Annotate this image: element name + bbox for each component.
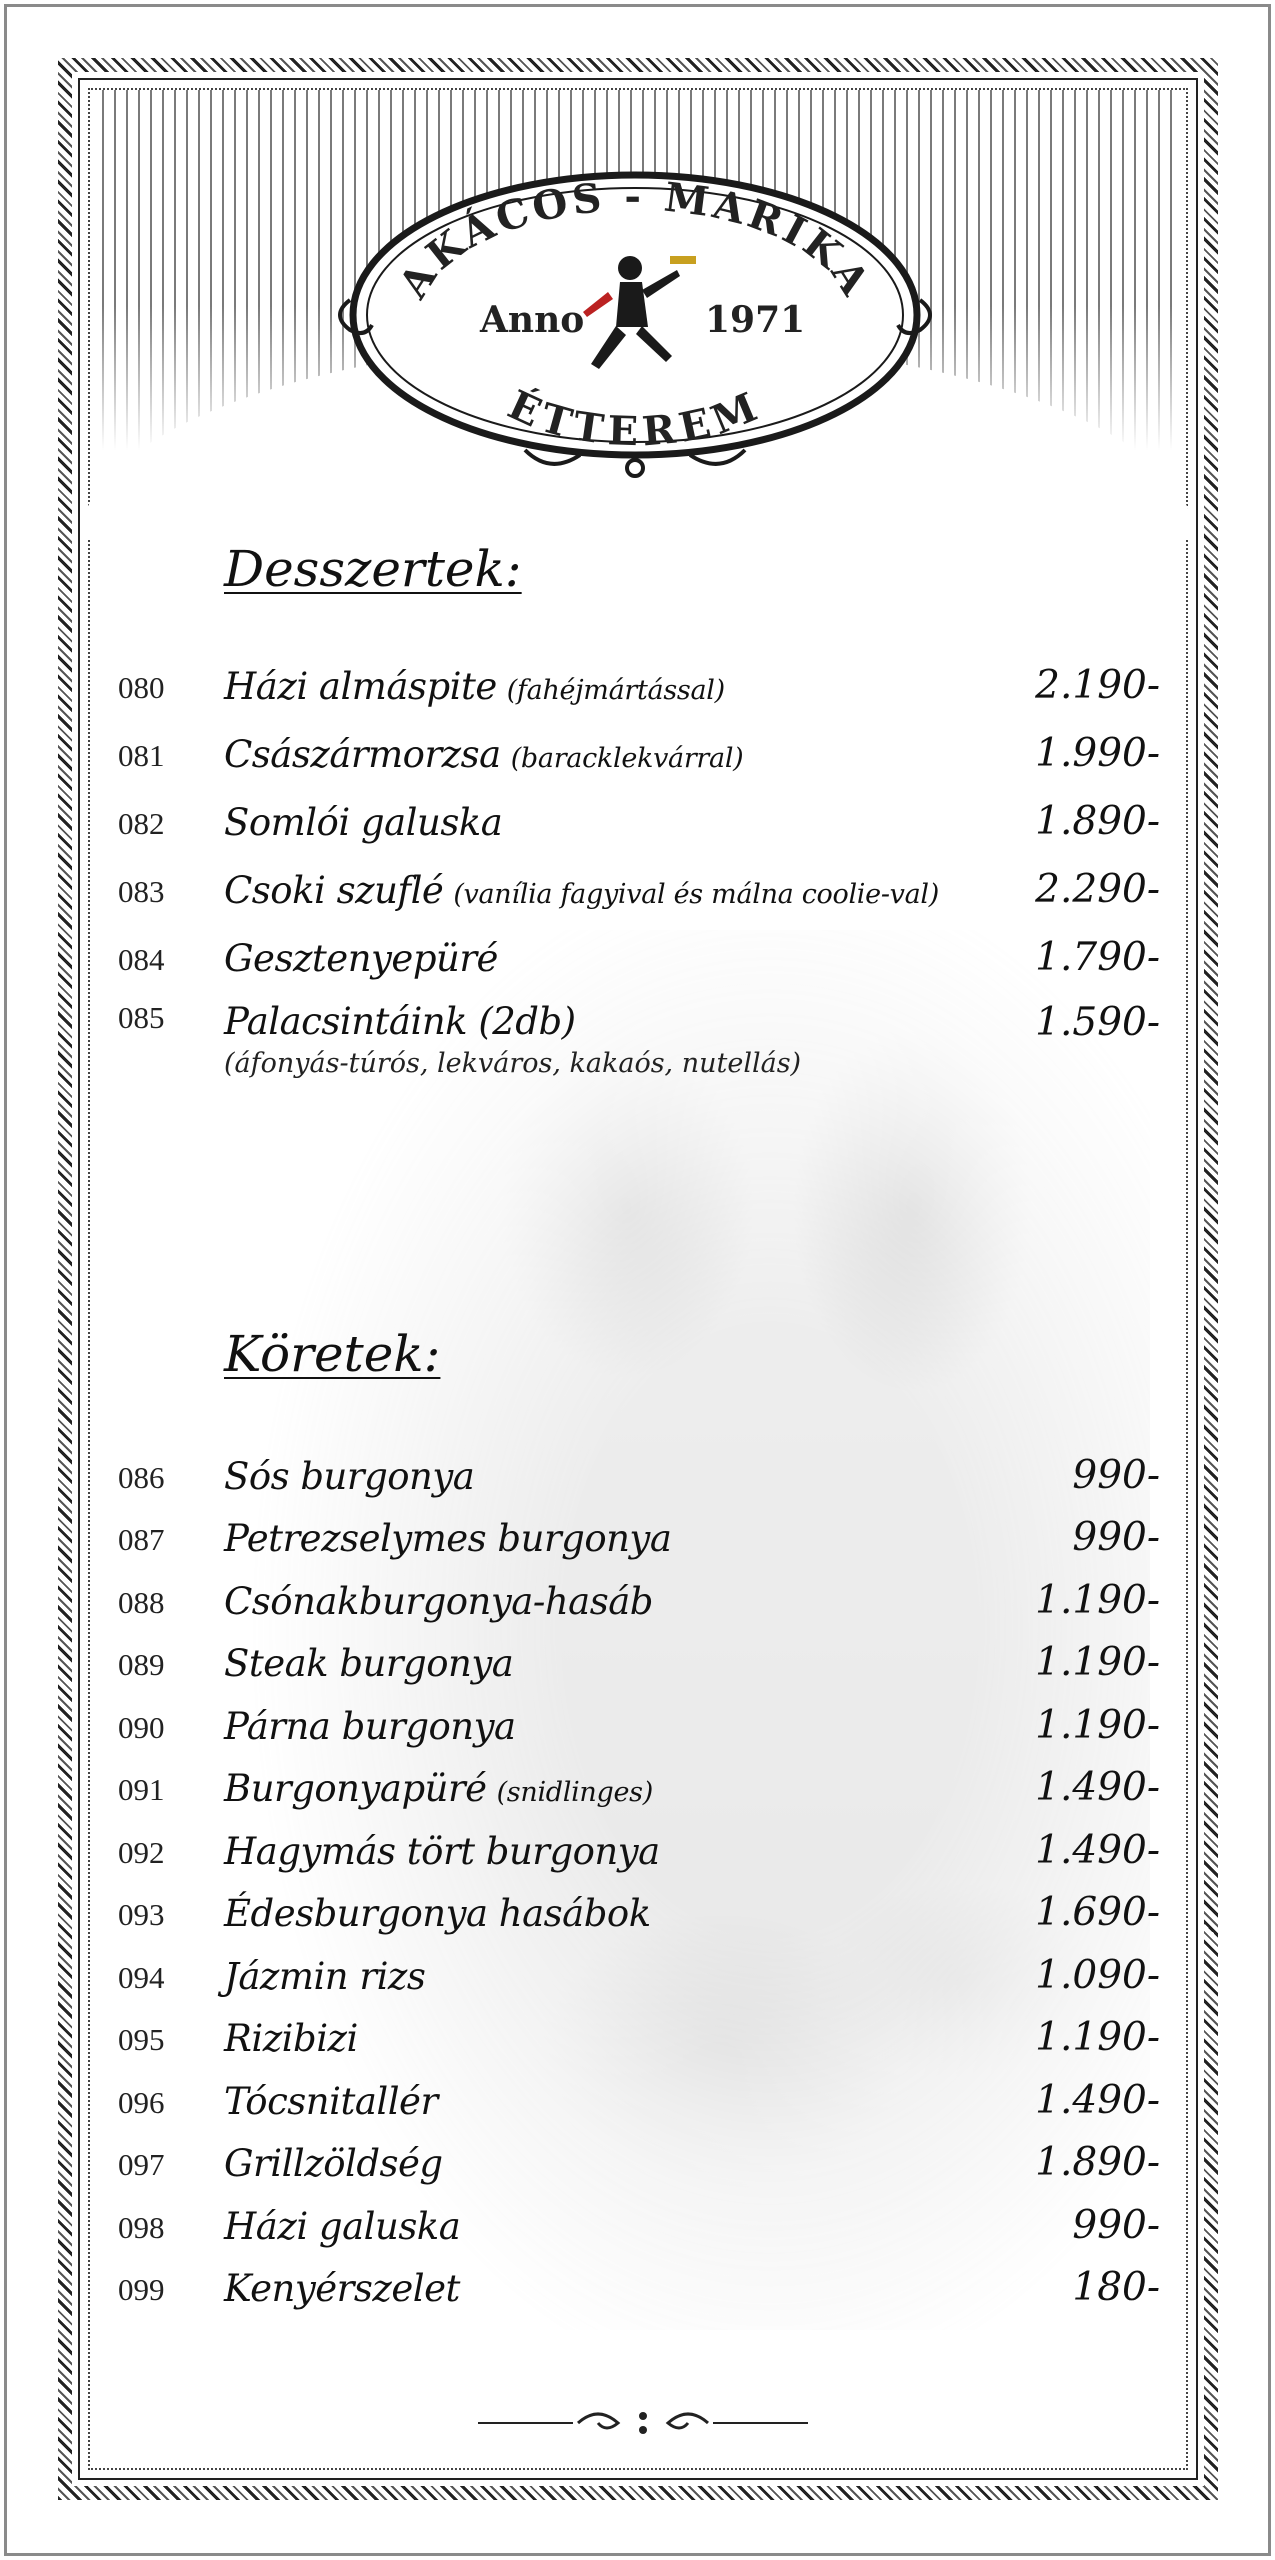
- item-price: 1.490-: [1035, 1765, 1160, 1810]
- item-name: Somlói galuska: [224, 801, 503, 844]
- item-price: 1.690-: [1035, 1890, 1160, 1935]
- item-name: Grillzöldség: [224, 2142, 443, 2185]
- item-name: Hagymás tört burgonya: [224, 1829, 660, 1873]
- item-price: 2.190-: [1035, 663, 1160, 708]
- item-price: 2.290-: [1035, 867, 1160, 912]
- item-name: Steak burgonya: [224, 1642, 514, 1685]
- menu-item: [110, 2133, 1160, 2196]
- item-name: Házi galuska: [224, 2204, 461, 2248]
- item-name: Csónakburgonya-hasáb: [224, 1579, 653, 1623]
- item-number: 092: [118, 1834, 165, 1870]
- menu-item: [110, 2008, 1160, 2071]
- menu-item: [110, 1820, 1160, 1883]
- restaurant-logo: [330, 150, 940, 490]
- item-price: 1.490-: [1035, 2077, 1160, 2123]
- menu-item: [110, 854, 1160, 922]
- menu-item: [110, 2070, 1160, 2133]
- item-name: Párna burgonya: [224, 1704, 516, 1748]
- item-note: (vanília fagyival és málna coolie-val): [453, 879, 939, 910]
- item-note: (baracklekvárral): [510, 743, 744, 774]
- logo-name-top: AKÁCOS - MARIKA: [389, 172, 881, 307]
- item-price: 1.890-: [1035, 799, 1160, 844]
- item-number: 091: [118, 1772, 165, 1807]
- item-price: 1.190-: [1035, 1640, 1160, 1685]
- menu-item: [110, 922, 1160, 990]
- dessert-list: [110, 650, 1160, 1080]
- item-number: 097: [118, 2147, 165, 2182]
- item-number: 081: [118, 738, 165, 773]
- logo-anno: Anno: [480, 299, 585, 341]
- item-number: 080: [118, 670, 165, 705]
- item-number: 095: [118, 2022, 165, 2057]
- item-price: 990-: [1072, 2202, 1160, 2248]
- item-price: 1.590-: [1035, 1000, 1160, 1045]
- item-number: 098: [118, 2209, 165, 2245]
- item-name: Császármorzsa (baracklekvárral): [224, 733, 744, 776]
- logo-name-bottom: ÉTTEREM: [500, 381, 770, 456]
- item-name: Palacsintáink (2db): [224, 1000, 576, 1043]
- section-title-sides: Köretek:: [224, 1325, 441, 1383]
- item-name: Burgonyapüré (snidlinges): [224, 1767, 653, 1810]
- item-price: 1.190-: [1035, 1577, 1160, 1623]
- item-number: 093: [118, 1897, 165, 1932]
- item-price: 1.790-: [1035, 935, 1160, 980]
- menu-item: [110, 2195, 1160, 2258]
- item-note: (snidlinges): [496, 1777, 653, 1808]
- logo-year: 1971: [705, 299, 806, 341]
- footer-flourish-icon: [478, 2398, 808, 2448]
- item-number: 099: [118, 2272, 165, 2307]
- item-price: 1.090-: [1035, 1952, 1160, 1998]
- item-number: 083: [118, 874, 165, 909]
- item-price: 1.990-: [1035, 731, 1160, 776]
- item-number: 090: [118, 1709, 165, 1745]
- item-price: 1.190-: [1035, 1702, 1160, 1748]
- menu-item: [110, 718, 1160, 786]
- item-number: 094: [118, 1959, 165, 1995]
- item-name: Rizibizi: [224, 2017, 358, 2060]
- item-price: 1.490-: [1035, 1827, 1160, 1873]
- item-price: 990-: [1072, 1452, 1160, 1498]
- menu-item: [110, 786, 1160, 854]
- item-name: Kenyérszelet: [224, 2267, 460, 2310]
- item-name: Házi almáspite (fahéjmártással): [224, 665, 725, 708]
- menu-item: [110, 2258, 1160, 2321]
- item-name: Tócsnitallér: [224, 2079, 438, 2123]
- section-title-desserts: Desszertek:: [224, 540, 522, 598]
- menu-item: [110, 990, 1160, 1080]
- item-name: Gesztenyepüré: [224, 937, 498, 980]
- menu-item: [110, 1758, 1160, 1821]
- item-number: 087: [118, 1522, 165, 1557]
- item-price: 1.190-: [1035, 2015, 1160, 2060]
- item-name: Édesburgonya hasábok: [224, 1892, 651, 1935]
- item-note: (fahéjmártással): [506, 675, 725, 706]
- item-number: 084: [118, 942, 165, 977]
- item-price: 990-: [1072, 1515, 1160, 1560]
- item-name: Csoki szuflé (vanília fagyival és málna coolie-val): [224, 869, 939, 912]
- menu-item: [110, 1695, 1160, 1758]
- menu-item: [110, 650, 1160, 718]
- item-number: 085: [118, 1000, 165, 1035]
- menu-item: [110, 1945, 1160, 2008]
- menu-item: [110, 1883, 1160, 1946]
- side-dish-list: [110, 1445, 1160, 2320]
- item-subnote: (áfonyás-túrós, lekváros, kakaós, nutellás): [224, 1048, 802, 1079]
- item-name: Sós burgonya: [224, 1454, 475, 1498]
- item-number: 089: [118, 1647, 165, 1682]
- item-price: 180-: [1072, 2265, 1160, 2310]
- item-name: Petrezselymes burgonya: [224, 1517, 672, 1560]
- item-number: 088: [118, 1584, 165, 1620]
- item-number: 082: [118, 806, 165, 841]
- item-number: 086: [118, 1459, 165, 1495]
- menu-item: [110, 1445, 1160, 1508]
- menu-item: [110, 1570, 1160, 1633]
- menu-item: [110, 1508, 1160, 1571]
- item-price: 1.890-: [1035, 2140, 1160, 2185]
- menu-item: [110, 1633, 1160, 1696]
- item-number: 096: [118, 2084, 165, 2120]
- item-name: Jázmin rizs: [224, 1954, 426, 1998]
